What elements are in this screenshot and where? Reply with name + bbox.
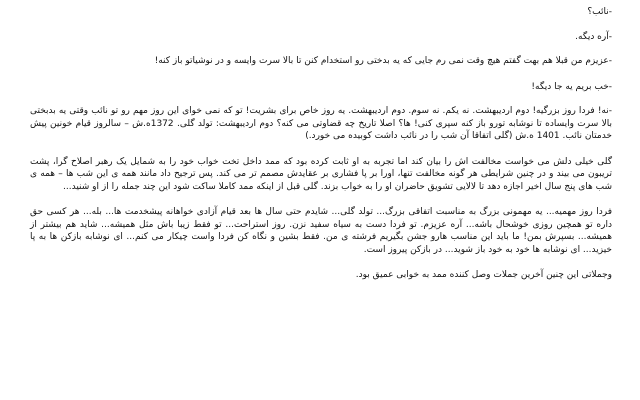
narrative-paragraph-6: گلی خیلی دلش می خواست مخالفت اش را بیان کند اما تجربه به او ثابت کرده بود که ممد داخل تخت خواب خود را به شمایل یک رهبر اصلاح گرا، پشت تریبون می بیند و در چنین شرایطی هر گونه مخالفت تنها، اورا بر پا فشاری بر عقایدش مصمم تر می کند. پس ترجیح داد مانند همه ی این شب ها – همه ی شب های پنج سال اخیر اجازه دهد تا لالایی تشویق حاضران او را به خواب بزند. گلی قبل از اینکه ممد کاملا ساکت شود این چند جمله را از او شنید... xyxy=(30,156,612,192)
closing-line-8: وجملاتی این چنین آخرین جملات وصل کننده ممد به خوابی عمیق بود. xyxy=(355,270,612,280)
monologue-paragraph-7: فردا روز مهمیه... یه مهمونی بزرگ به مناسبت اتفاقی بزرگ... تولد گلی... شایدم حتی سال ها بعد قیام آزادی خواهانه پیشخدمت ها... بله... هر کسی حق داره تو همچین روزی خوشحال باشه... آره عزیزم. تو فردا دست به سیاه سفید نزن. روز استراحت... تو فقط زیبا باش مثل همیشه... شاید هم بیشتر از همیشه... بسپرش بمن! ما باید این مناسب هارو جشن بگیریم فرشته ی من. فقط بشین و نگاه کن فردا واست چیکار می کنم... ای نوشابه بازکن ها به پا خیزید... ای نوشابه ها خود به خود باز شوید... در بازکن پیروز است. xyxy=(30,207,612,255)
dialogue-line-2: -آره دیگه. xyxy=(575,31,612,42)
dialogue-paragraph-5: -نه! فردا روز بزرگیه! دوم اردیبهشت. نه یکم. نه سوم. دوم اردیبهشت. یه روز خاص برای بشریت! تو که نمی خوای این روز مهم رو تو نائب وقتی یه بدبختی بالا سرت وایساده تا نوشابه تورو باز کنه سپری کنی! ها؟ اصلا تاریخ چه قضاوتی می کنه؟ دوم اردیبهشت: تولد گلی. 1372ه.ش – سالروز قیام خونین پیش خدمتان نائب. 1401 ه.ش (گلی اتفاقا آن شب را در نائب داشت کوبیده می خورد.) xyxy=(30,106,612,141)
dialogue-line-3: -عزیزم من قبلا هم بهت گفتم هیچ وقت نمی رم جایی که یه بدختی رو استخدام کنن تا بالا سرت وایسه و در نوشیاتو باز کنه! xyxy=(154,56,612,66)
dialogue-line-4: -خب بریم یه جا دیگه! xyxy=(531,81,612,92)
dialogue-line-1: -نائب؟ xyxy=(587,7,612,17)
